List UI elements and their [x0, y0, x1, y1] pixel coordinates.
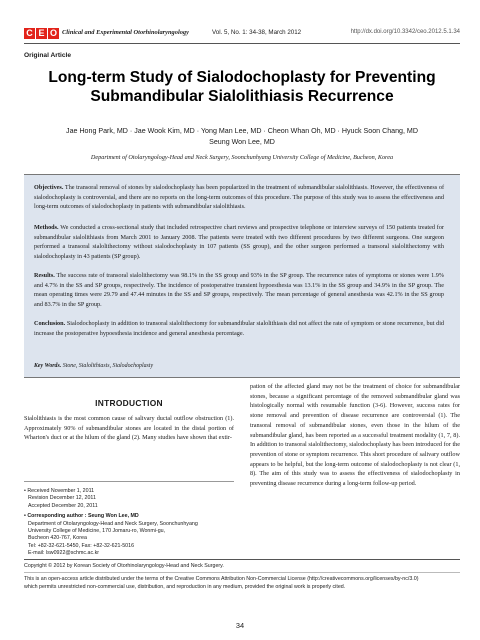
title-line-1: Long-term Study of Sialodochoplasty for Preventing: [48, 69, 436, 86]
footer-divider: [24, 559, 460, 560]
abstract-box: [24, 174, 460, 378]
accepted-date: Accepted December 20, 2011: [28, 502, 98, 509]
logo-letter-o: O: [49, 28, 57, 38]
introduction-heading: INTRODUCTION: [95, 398, 163, 408]
phone-fax: Tel: +82-32-621-5450, Fax: +82-32-621-5016: [28, 542, 135, 549]
license-line-2: which permits unrestricted non-commercial use, distribution, and reproduction in any medium, provided the original work is properly cited.: [24, 584, 346, 590]
address-line-1: Department of Otolaryngology-Head and Neck Surgery, Soonchunhyang: [28, 520, 198, 527]
corresponding-author: • Corresponding author : Seung Won Lee, MD: [24, 513, 139, 520]
conclusion-text: Sialodochoplasty in addition to transoral sialolithectomy for submandibular sialolithiasis did not affect the rate of symptom or stone recurrence, but did increase the postoperative hypoesthesia incidence and general anesthesia percentage.: [34, 320, 445, 337]
journal-name: Clinical and Experimental Otorhinolaryngology: [62, 29, 189, 36]
copyright-notice: Copyright © 2012 by Korean Society of Otorhinolaryngology-Head and Neck Surgery.: [24, 563, 224, 569]
results-text: The success rate of transoral sialolithectomy was 98.1% in the SS group and 93% in the SP group. The recurrence rates of symptoms or stones were 1.9% and 4.7% in the SS and SP groups, respectively. The incidence of postoperative transient hypoesthesia was 13.1% in the SS group and 34.9% in the SP group. The mean operating times were 29.79 and 47.44 minutes in the SS and SP groups, respectively. The mean percentage of general anesthesia was 42.1% in the SS group and 83.7% in the SP group.: [34, 272, 444, 308]
logo-letter-e: E: [36, 28, 47, 39]
abstract-objectives: [34, 183, 444, 212]
email[interactable]: E-mail: lsw0922@schmc.ac.kr: [28, 550, 100, 557]
abstract-keywords: [34, 363, 153, 369]
abstract-methods: [34, 223, 444, 261]
journal-logo: [24, 28, 59, 39]
address-line-2: University College of Medicine, 170 Jomaru-ro, Wonmi-gu,: [28, 528, 166, 535]
logo-letter-c: C: [24, 28, 35, 39]
header-divider: [24, 43, 460, 44]
authors-line-2: Seung Won Lee, MD: [209, 137, 275, 146]
received-date: • Received November 1, 2011: [24, 488, 95, 494]
page-number: 34: [235, 621, 245, 630]
article-title: [24, 68, 460, 106]
keywords-label: Key Words.: [34, 363, 62, 369]
title-line-2: Submandibular Sialolithiasis Recurrence: [90, 88, 394, 105]
address-line-3: Bucheon 420-767, Korea: [28, 535, 87, 542]
methods-label: Methods.: [34, 224, 59, 231]
introduction-left-text: Sialolithiasis is the most common cause of salivary ductal outflow obstruction (1). Approximately 90% of submandibular stones are located in the distal portion of Wharton's duct or at the hilum of the gland (2). Many studies have shown that extir-: [24, 415, 234, 442]
author-list: [40, 126, 444, 147]
results-label: Results.: [34, 272, 55, 279]
volume-info: Vol. 5, No. 1: 34-38, March 2012: [212, 29, 302, 36]
doi-link[interactable]: http://dx.doi.org/10.3342/ceo.2012.5.1.34: [350, 29, 460, 35]
article-notes: [24, 481, 234, 558]
abstract-conclusion: [34, 319, 444, 338]
footer-divider-2: [24, 572, 460, 573]
license-line-1: This is an open-access article distributed under the terms of the Creative Commons Attribution Non-Commercial License (http://creativecommons.org/licenses/by-nc/3.0): [24, 576, 419, 582]
abstract-results: [34, 271, 444, 309]
objectives-label: Objectives.: [34, 184, 64, 191]
authors-line-1: Jae Hong Park, MD · Jae Wook Kim, MD · Yong Man Lee, MD · Cheon Whan Oh, MD · Hyuck Soon Chang, MD: [66, 127, 418, 135]
methods-text: We conducted a cross-sectional study that included retrospective chart reviews and prospective telephone or interview surveys of 150 patients treated for submandibular sialolithiasis from March 2001 to January 2008. The patients were treated with two different procedures by two different surgeons. One surgeon performed a transoral sialolithectomy without sialodochoplasty in 107 patients (SS group), and the other surgeon performed a transoral sialolithectomy with sialodochoplasty in 43 patients (SP group).: [34, 224, 444, 260]
introduction-right-text: pation of the affected gland may not be the treatment of choice for submandibular stones, because a significant percentage of the removed submandibular gland was histologically normal with resumable function (3-6). However, success rates for stone removal and prevention of disease recurrence are controversial (1). The transoral removal of submandibular stones, even those in the hilum of the submandibular gland, has been reported as a successful treatment modality (1, 7, 8). In addition to transoral sialolithectomy, sialodochoplasty has been introduced for the prevention of stone or symptom recurrence. This short procedure of salivary outflow appears to be helpful, but the long-term outcome of sialodochoplasty is not clear (1, 8). The aim of this study was to assess the effectiveness of sialodochoplasty in preventing disease recurrence during a long-term follow-up period.: [250, 383, 460, 488]
revision-date: Revision December 12, 2011: [28, 495, 96, 502]
keywords-text: Stone, Sialolithiasis, Sialodochoplasty: [62, 363, 154, 369]
conclusion-label: Conclusion.: [34, 320, 66, 327]
article-type: Original Article: [24, 52, 72, 59]
affiliation: Department of Otolaryngology-Head and Neck Surgery, Soonchunhyang University College of Medicine, Bucheon, Korea: [90, 154, 394, 161]
objectives-text: The transoral removal of stones by sialodochoplasty has been popularized in the treatment of submandibular sialolithiasis. However, the effectiveness of sialodochoplasty is controversial, and there are no reports on the long-term outcomes of this procedure. The purpose of this study was to assess the effectiveness and long-term outcomes of sialodochoplasty in patients with submandibular sialolithiasis.: [34, 184, 445, 211]
